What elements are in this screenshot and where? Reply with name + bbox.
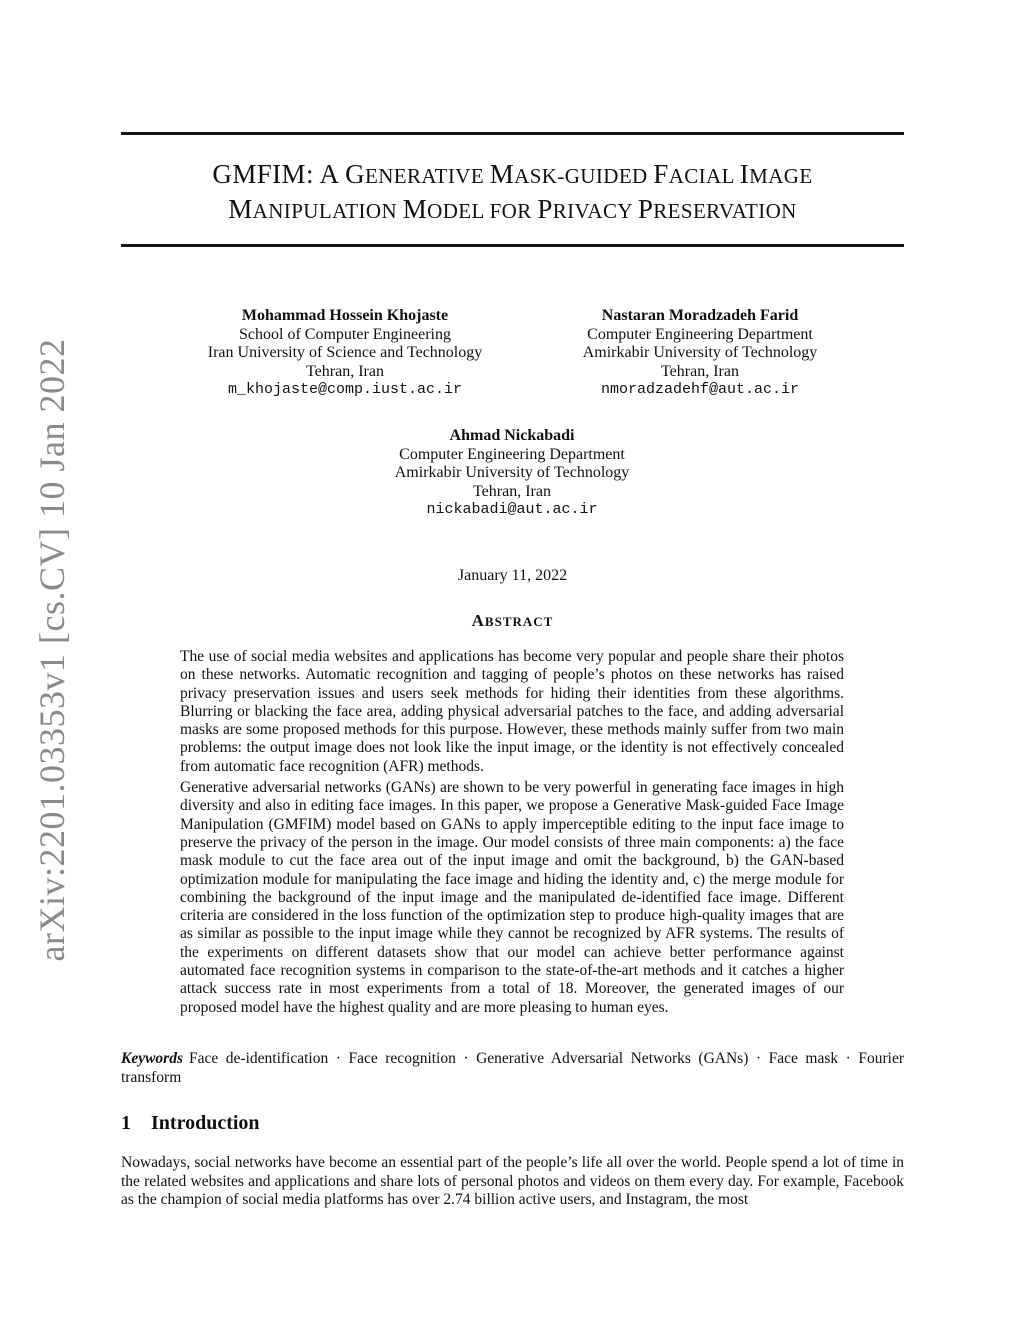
title-fragment: RESERVATION — [653, 199, 797, 223]
title-fragment: MAGE — [749, 164, 813, 188]
author-institution: Amirkabir University of Technology — [582, 344, 818, 361]
paper-title — [121, 158, 904, 228]
title-fragment: M — [228, 194, 253, 224]
author-email: nmoradzadehf@aut.ac.ir — [600, 381, 800, 398]
title-fragment: F — [653, 159, 669, 189]
keywords-text: Face de-identification · Face recognition · Generative Adversarial Networks (GANs) · Face mask · Fourier transform — [121, 1050, 904, 1086]
title-fragment: P — [637, 194, 654, 224]
author-name: Mohammad Hossein Khojaste — [241, 307, 449, 324]
title-bottom-rule — [121, 244, 904, 247]
author-location: Tehran, Iran — [306, 362, 384, 380]
author-email: nickabadi@aut.ac.ir — [426, 501, 598, 518]
title-fragment: ANIPULATION — [252, 199, 403, 223]
title-fragment: I — [739, 159, 750, 189]
author-name: Ahmad Nickabadi — [449, 427, 575, 444]
author-block-3 — [357, 427, 667, 520]
author-department: Computer Engineering Department — [399, 445, 625, 463]
title-fragment: M — [489, 159, 515, 189]
abstract-body — [180, 648, 844, 1020]
author-department: School of Computer Engineering — [239, 325, 451, 343]
section-title: Introduction — [151, 1112, 260, 1134]
title-fragment: ACIAL — [668, 164, 740, 188]
title-fragment: ASK-GUIDED — [514, 164, 654, 188]
title-fragment: ENERATIVE — [364, 164, 490, 188]
abstract-paragraph-1: The use of social media websites and applications has become very popular and people share their photos on these networks. Automatic recognition and tagging of people’s photos on these networks has raised privacy preservation issues and users seek methods for hiding their identities from these algorithms. Blurring or blacking the face area, adding physical adversarial patches to the face, and adding adversarial masks are some proposed methods for this purpose. However, these methods mainly suffer from two main problems: the output image does not look like the input image, or the identity is not effectively concealed from automatic face recognition (AFR) methods. — [180, 648, 844, 775]
abstract-heading-rest: BSTRACT — [484, 614, 554, 629]
abstract-paragraph-2: Generative adversarial networks (GANs) are shown to be very powerful in generating face images in high diversity and also in editing face images. In this paper, we propose a Generative Mask-guided Face Image Manipulation (GMFIM) model based on GANs to apply imperceptible editing to the input face image to preserve the privacy of the person in the image. Our model consists of three main components: a) the face mask module to cut the face area out of the input image and omit the background, b) the GAN-based optimization module for manipulating the face image and hiding the identity and, c) the merge module for combining the background of the input image and the manipulated de-identified face image. Different criteria are considered in the loss function of the optimization step to produce high-quality images that are as similar as possible to the input image while they cannot be recognized by AFR systems. The results of the experiments on different datasets show that our model can achieve better performance against automated face recognition systems in comparison to the state-of-the-art methods and it catches a higher attack success rate in most experiments from a total of 18. Moreover, the generated images of our proposed model have the highest quality and are more pleasing to human eyes. — [180, 779, 844, 1016]
author-block-1 — [190, 307, 500, 400]
publication-date: January 11, 2022 — [457, 567, 568, 584]
section-number: 1 — [121, 1112, 131, 1134]
author-email: m_khojaste@comp.iust.ac.ir — [227, 381, 463, 398]
author-institution: Iran University of Science and Technology — [207, 344, 483, 361]
title-fragment: RIVACY — [552, 199, 638, 223]
title-line-2 — [121, 193, 904, 228]
author-block-2 — [545, 307, 855, 400]
introduction-body — [121, 1154, 904, 1210]
arxiv-identifier-stamp: arXiv:2201.03353v1 [cs.CV] 10 Jan 2022 — [32, 338, 72, 962]
title-fragment: P — [537, 194, 553, 224]
keywords-label: Keywords — [121, 1050, 183, 1067]
title-fragment: M — [402, 194, 428, 224]
abstract-heading — [121, 611, 904, 631]
title-fragment: ODEL FOR — [427, 199, 538, 223]
section-heading-introduction — [121, 1112, 260, 1135]
introduction-paragraph: Nowadays, social networks have become an essential part of the people’s life all over the world. People spend a lot of time in the related websites and applications and share lots of personal photos and videos on them every day. For example, Facebook as the champion of social media platforms has over 2.74 billion active users, and Instagram, the most — [121, 1154, 904, 1208]
title-top-rule — [121, 132, 904, 135]
title-line-1 — [121, 158, 904, 193]
author-location: Tehran, Iran — [473, 482, 551, 500]
author-department: Computer Engineering Department — [587, 325, 813, 343]
abstract-heading-initial: A — [471, 611, 485, 630]
author-name: Nastaran Moradzadeh Farid — [601, 307, 799, 324]
author-location: Tehran, Iran — [661, 362, 739, 380]
author-institution: Amirkabir University of Technology — [394, 464, 630, 481]
keywords-line — [121, 1050, 904, 1087]
title-fragment: GMFIM: A G — [212, 159, 365, 189]
